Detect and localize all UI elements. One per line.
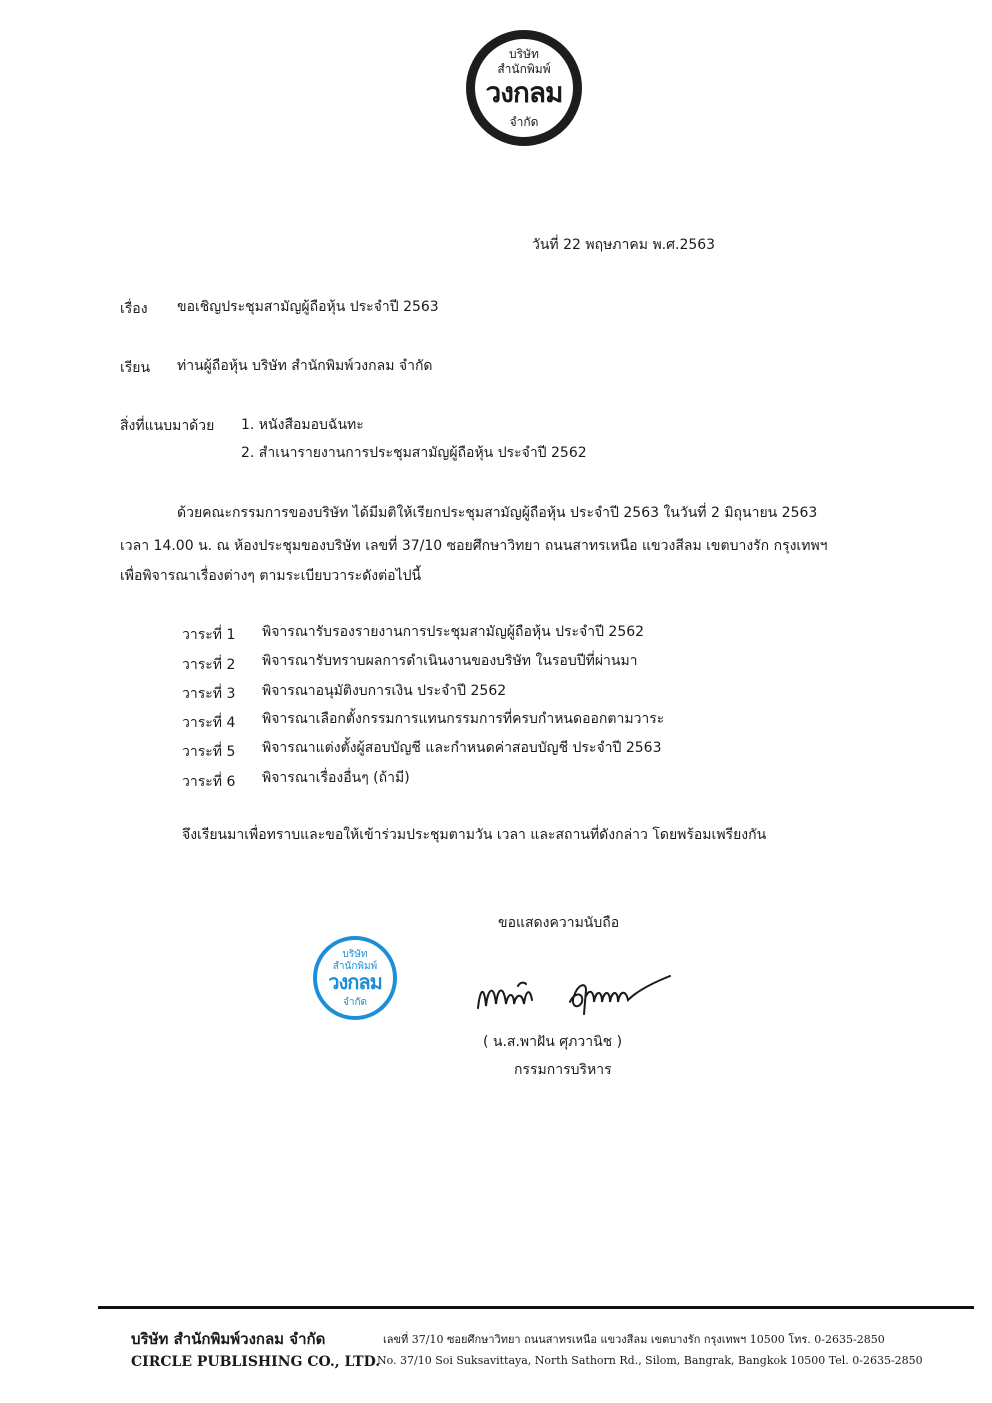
stamp-line-limited: จำกัด <box>342 997 368 1008</box>
letter-date: วันที่ 22 พฤษภาคม พ.ศ.2563 <box>532 237 716 253</box>
agenda-label: วาระที่ 1 <box>182 627 236 643</box>
agenda-text: พิจารณาเรื่องอื่นๆ (ถ้ามี) <box>262 770 410 786</box>
body-line: เวลา 14.00 น. ณ ห้องประชุมของบริษัท เลขที่ 37/10 ซอยศึกษาวิทยา ถนนสาทรเหนือ แขวงสีลม เขตบางรัก กรุงเทพฯ <box>120 538 828 554</box>
subject-label: เรื่อง <box>120 301 148 317</box>
body-line: ด้วยคณะกรรมการของบริษัท ได้มีมติให้เรียกประชุมสามัญผู้ถือหุ้น ประจำปี 2563 ในวันที่ 2 มิถุนายน 2563 <box>177 505 818 521</box>
stamp-line-brand: วงกลม <box>328 970 382 994</box>
signer-title: กรรมการบริหาร <box>514 1062 612 1078</box>
agenda-text: พิจารณาอนุมัติงบการเงิน ประจำปี 2562 <box>262 683 507 699</box>
stamp-line-company: บริษัท <box>342 949 368 960</box>
logo-line-publisher: สำนักพิมพ์ <box>497 62 551 76</box>
footer-address-en: No. 37/10 Soi Suksavittaya, North Sathorn Rd., Silom, Bangrak, Bangkok 10500 Tel. 0-2635-2850 <box>377 1354 923 1367</box>
agenda-text: พิจารณารับทราบผลการดำเนินงานของบริษัท ในรอบปีที่ผ่านมา <box>262 653 638 669</box>
signer-name: ( น.ส.พาฝัน ศุภวานิช ) <box>483 1034 623 1050</box>
stamp-line-publisher: สำนักพิมพ์ <box>332 961 378 972</box>
footer-company-name-th: บริษัท สำนักพิมพ์วงกลม จำกัด <box>131 1330 326 1348</box>
attachment-item: 2. สำเนารายงานการประชุมสามัญผู้ถือหุ้น ประจำปี 2562 <box>241 445 587 461</box>
logo-line-limited: จำกัด <box>509 115 539 129</box>
signature <box>474 970 684 1020</box>
footer-address-th: เลขที่ 37/10 ซอยศึกษาวิทยา ถนนสาทรเหนือ แขวงสีลม เขตบางรัก กรุงเทพฯ 10500 โทร. 0-2635-2850 <box>383 1333 885 1346</box>
agenda-label: วาระที่ 6 <box>182 774 236 790</box>
regards-text: ขอแสดงความนับถือ <box>498 915 620 931</box>
attachments-label: สิ่งที่แนบมาด้วย <box>120 418 215 434</box>
footer-company-name-en: CIRCLE PUBLISHING CO., LTD. <box>131 1354 381 1370</box>
agenda-label: วาระที่ 2 <box>182 657 236 673</box>
logo-line-company: บริษัท <box>509 47 539 61</box>
logo-line-brand: วงกลม <box>485 76 563 109</box>
agenda-label: วาระที่ 3 <box>182 686 236 702</box>
recipient-text: ท่านผู้ถือหุ้น บริษัท สำนักพิมพ์วงกลม จำกัด <box>177 358 433 374</box>
closing-text: จึงเรียนมาเพื่อทราบและขอให้เข้าร่วมประชุมตามวัน เวลา และสถานที่ดังกล่าว โดยพร้อมเพรียงกัน <box>182 827 767 843</box>
recipient-label: เรียน <box>120 360 151 376</box>
subject-text: ขอเชิญประชุมสามัญผู้ถือหุ้น ประจำปี 2563 <box>177 299 439 315</box>
agenda-label: วาระที่ 5 <box>182 744 236 760</box>
company-logo <box>466 30 582 146</box>
agenda-label: วาระที่ 4 <box>182 715 236 731</box>
agenda-text: พิจารณาแต่งตั้งผู้สอบบัญชี และกำหนดค่าสอบบัญชี ประจำปี 2563 <box>262 740 662 756</box>
company-stamp <box>313 936 397 1020</box>
body-line: เพื่อพิจารณาเรื่องต่างๆ ตามระเบียบวาระดังต่อไปนี้ <box>120 568 422 584</box>
footer-divider <box>98 1306 974 1309</box>
agenda-text: พิจารณาเลือกตั้งกรรมการแทนกรรมการที่ครบกำหนดออกตามวาระ <box>262 711 665 727</box>
attachment-item: 1. หนังสือมอบฉันทะ <box>241 417 364 433</box>
agenda-text: พิจารณารับรองรายงานการประชุมสามัญผู้ถือหุ้น ประจำปี 2562 <box>262 624 645 640</box>
